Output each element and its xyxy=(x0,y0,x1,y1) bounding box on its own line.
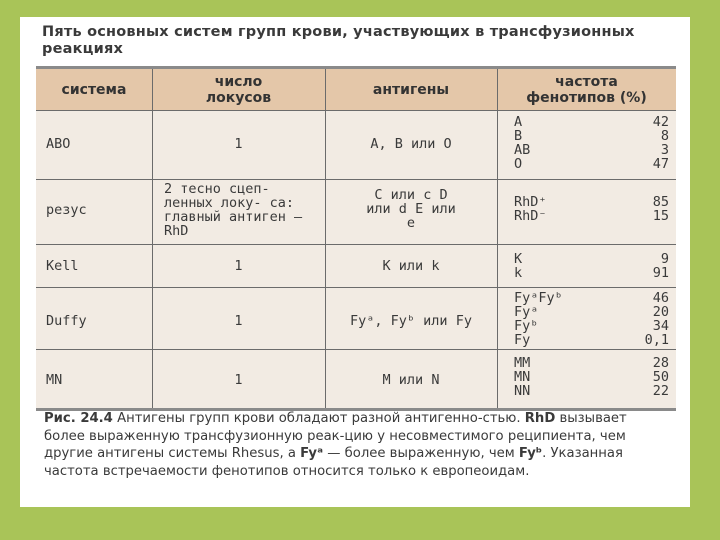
column-divider xyxy=(497,69,498,408)
phenotype-list xyxy=(514,252,669,280)
cell-antigens: Fyᵃ, Fyᵇ или Fy xyxy=(350,313,472,329)
phenotype-name: NN xyxy=(514,383,531,399)
row-divider xyxy=(36,349,676,350)
row-divider xyxy=(36,287,676,288)
header-phenotypes: частота фенотипов (%) xyxy=(526,73,647,106)
caption-text: — более выраженную, чем xyxy=(323,446,519,461)
caption-text: вызывает более выраженную трансфузионную реак-цию у несовместимого реципиента, чем другие антигены системы Rhesus, а xyxy=(44,411,627,461)
phenotype-pct: 9 xyxy=(660,251,669,267)
row-divider xyxy=(36,179,676,180)
caption-text: . Указанная частота встречаемости фенотипов относится только к европеоидам. xyxy=(44,446,623,479)
cell-system: MN xyxy=(46,372,63,388)
phenotype-name: B xyxy=(514,128,523,144)
cell-antigens: M или N xyxy=(382,372,440,388)
row-divider xyxy=(36,110,676,111)
cell-loci: 2 тесно сцеп- ленных локу- са: главный антиген — RhD xyxy=(164,181,303,239)
phenotype-pct: 20 xyxy=(652,304,669,320)
phenotype-list xyxy=(514,195,669,223)
phenotype-pct: 3 xyxy=(660,142,669,158)
phenotype-row xyxy=(514,333,669,347)
phenotype-row xyxy=(514,384,669,398)
phenotype-pct: 47 xyxy=(652,156,669,172)
caption-label: Рис. 24.4 xyxy=(44,411,113,426)
header-loci: число локусов xyxy=(205,73,272,106)
phenotype-list xyxy=(514,115,669,171)
header-antigens: антигены xyxy=(372,81,450,98)
phenotype-row xyxy=(514,209,669,223)
phenotype-pct: 91 xyxy=(652,265,669,281)
phenotype-name: AB xyxy=(514,142,531,158)
page-title: Пять основных систем групп крови, участвующих в трансфузионных реакциях xyxy=(42,24,635,57)
phenotype-name: K xyxy=(514,251,523,267)
phenotype-pct: 50 xyxy=(652,369,669,385)
phenotype-name: MN xyxy=(514,369,531,385)
caption-bold: Fyᵇ xyxy=(518,446,543,461)
phenotype-pct: 28 xyxy=(652,355,669,371)
cell-system: резус xyxy=(46,202,87,218)
phenotype-row xyxy=(514,157,669,171)
phenotype-row xyxy=(514,115,669,129)
phenotype-pct: 8 xyxy=(660,128,669,144)
phenotype-row xyxy=(514,252,669,266)
cell-system: Duffy xyxy=(46,313,87,329)
caption-bold: RhD xyxy=(524,411,556,426)
phenotype-name: Fyᵇ xyxy=(514,318,539,334)
caption-bold: Fyᵃ xyxy=(300,446,324,461)
phenotype-row xyxy=(514,305,669,319)
phenotype-name: MM xyxy=(514,355,531,371)
phenotype-list xyxy=(514,291,669,347)
cell-antigens: K или k xyxy=(382,258,440,274)
phenotype-row xyxy=(514,356,669,370)
phenotype-pct: 42 xyxy=(652,114,669,130)
phenotype-name: k xyxy=(514,265,523,281)
cell-system: ABO xyxy=(46,136,71,152)
phenotype-row xyxy=(514,291,669,305)
column-divider xyxy=(325,69,326,408)
phenotype-row xyxy=(514,129,669,143)
phenotype-row xyxy=(514,319,669,333)
phenotype-pct: 22 xyxy=(652,383,669,399)
phenotype-row xyxy=(514,143,669,157)
phenotype-row xyxy=(514,266,669,280)
phenotype-name: RhD⁺ xyxy=(514,194,547,210)
phenotype-pct: 0,1 xyxy=(644,332,669,348)
cell-loci: 1 xyxy=(234,313,243,329)
phenotype-name: RhD⁻ xyxy=(514,208,547,224)
phenotype-list xyxy=(514,356,669,398)
phenotype-pct: 15 xyxy=(652,208,669,224)
cell-antigens: C или c D или d E или e xyxy=(366,187,456,231)
caption-text: Антигены групп крови обладают разной антигенно-стью. xyxy=(112,411,525,426)
figure-caption xyxy=(44,410,664,480)
phenotype-pct: 34 xyxy=(652,318,669,334)
phenotype-name: Fy xyxy=(514,332,531,348)
header-system: система xyxy=(61,81,127,98)
phenotype-name: Fyᵃ xyxy=(514,304,539,320)
phenotype-name: O xyxy=(514,156,523,172)
cell-system: Kell xyxy=(46,258,79,274)
cell-antigens: A, B или O xyxy=(370,136,452,152)
cell-loci: 1 xyxy=(234,136,243,152)
phenotype-row xyxy=(514,370,669,384)
cell-loci: 1 xyxy=(234,372,243,388)
column-divider xyxy=(152,69,153,408)
phenotype-pct: 46 xyxy=(652,290,669,306)
cell-loci: 1 xyxy=(234,258,243,274)
phenotype-name: FyᵃFyᵇ xyxy=(514,290,563,306)
row-divider xyxy=(36,244,676,245)
phenotype-row xyxy=(514,195,669,209)
phenotype-pct: 85 xyxy=(652,194,669,210)
blood-group-table xyxy=(36,66,676,411)
phenotype-name: A xyxy=(514,114,523,130)
